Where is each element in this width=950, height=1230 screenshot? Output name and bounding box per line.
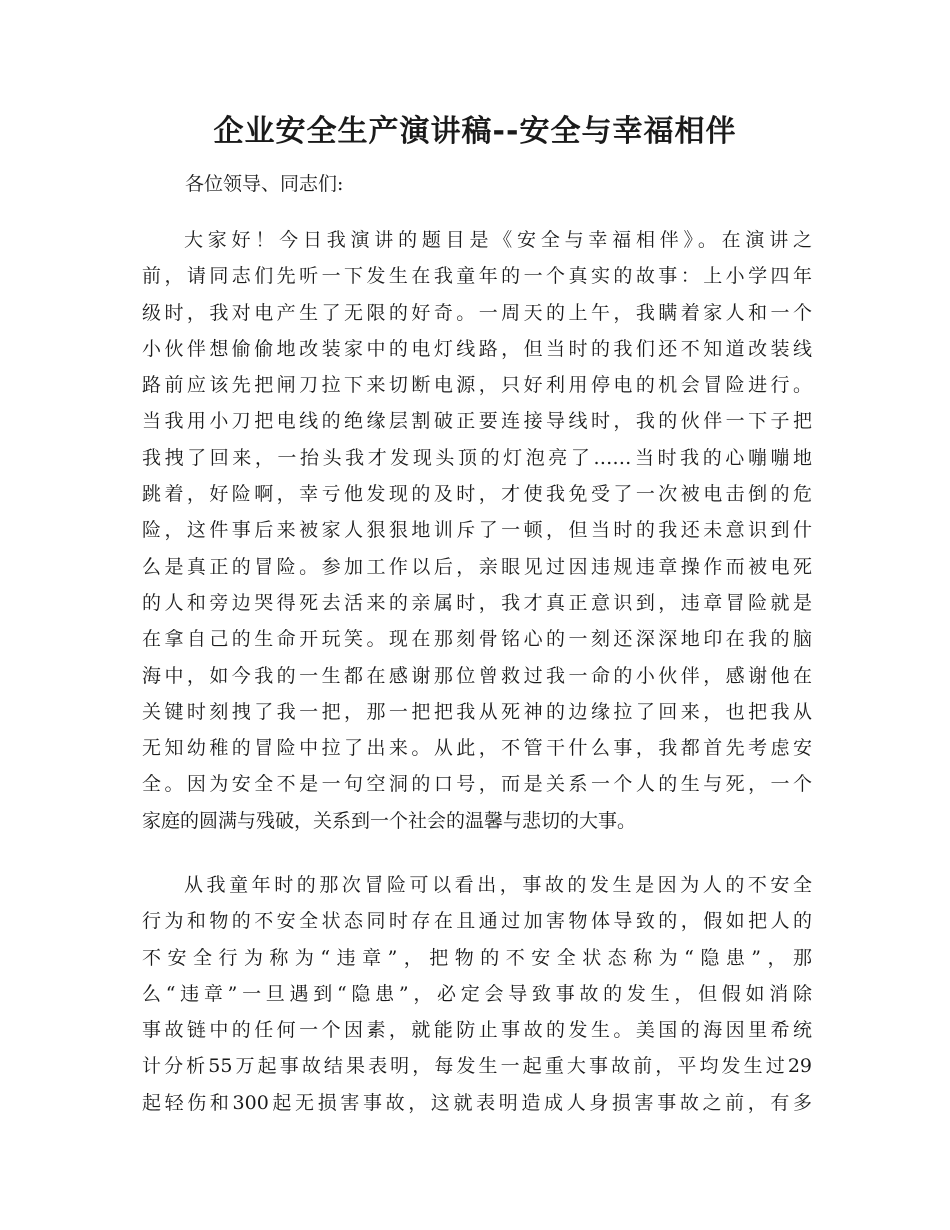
salutation: 各位领导、同志们: (185, 173, 344, 195)
paragraph-line: 大家好！今日我演讲的题目是《安全与幸福相伴》。在演讲之 (184, 229, 812, 251)
paragraph-line: 起轻伤和300起无损害事故，这就表明造成人身损害事故之前，有多 (142, 1091, 812, 1114)
paragraph-line: 计分析55万起事故结果表明，每发生一起重大事故前，平均发生过29 (142, 1055, 812, 1078)
paragraph-line: 我拽了回来，一抬头我才发现头顶的灯泡亮了……当时我的心嘣嘣地 (142, 446, 812, 469)
paragraph-line: 么“违章”一旦遇到“隐患”，必定会导致事故的发生，但假如消除 (142, 982, 812, 1005)
paragraph-line: 前，请同志们先听一下发生在我童年的一个真实的故事：上小学四年 (142, 265, 812, 288)
paragraph-line: 跳着，好险啊，幸亏他发现的及时，才使我免受了一次被电击倒的危 (142, 483, 812, 506)
paragraph-line: 小伙伴想偷偷地改装家中的电灯线路，但当时的我们还不知道改装线 (142, 337, 812, 360)
paragraph-line: 从我童年时的那次冒险可以看出，事故的发生是因为人的不安全 (184, 874, 812, 896)
paragraph-line: 海中，如今我的一生都在感谢那位曾救过我一命的小伙伴，感谢他在 (142, 664, 812, 687)
paragraph-line: 么是真正的冒险。参加工作以后，亲眼见过因违规违章操作而被电死 (142, 555, 812, 578)
paragraph-line: 路前应该先把闸刀拉下来切断电源，只好利用停电的机会冒险进行。 (142, 374, 812, 397)
paragraph-1 (142, 222, 812, 839)
paragraph-line: 不安全行为称为“违章”，把物的不安全状态称为“隐患”，那 (142, 946, 812, 969)
paragraph-line: 行为和物的不安全状态同时存在且通过加害物体导致的，假如把人的 (142, 910, 812, 933)
paragraph-2 (142, 867, 812, 1121)
paragraph-line: 险，这件事后来被家人狠狠地训斥了一顿，但当时的我还未意识到什 (142, 519, 812, 542)
paragraph-line: 家庭的圆满与残破，关系到一个社会的温馨与悲切的大事。 (142, 809, 637, 832)
paragraph-line: 全。因为安全不是一句空洞的口号，而是关系一个人的生与死，一个 (142, 773, 812, 796)
paragraph-line: 的人和旁边哭得死去活来的亲属时，我才真正意识到，违章冒险就是 (142, 591, 812, 614)
paragraph-line: 当我用小刀把电线的绝缘层割破正要连接导线时，我的伙伴一下子把 (142, 410, 812, 433)
paragraph-line: 级时，我对电产生了无限的好奇。一周天的上午，我瞒着家人和一个 (142, 301, 812, 324)
paragraph-line: 关键时刻拽了我一把，那一把把我从死神的边缘拉了回来，也把我从 (142, 700, 812, 723)
paragraph-line: 无知幼稚的冒险中拉了出来。从此，不管干什么事，我都首先考虑安 (142, 737, 812, 760)
paragraph-line: 事故链中的任何一个因素，就能防止事故的发生。美国的海因里希统 (142, 1019, 812, 1042)
paragraph-line: 在拿自己的生命开玩笑。现在那刻骨铭心的一刻还深深地印在我的脑 (142, 628, 812, 651)
document-title: 企业安全生产演讲稿--安全与幸福相伴 (213, 114, 737, 149)
